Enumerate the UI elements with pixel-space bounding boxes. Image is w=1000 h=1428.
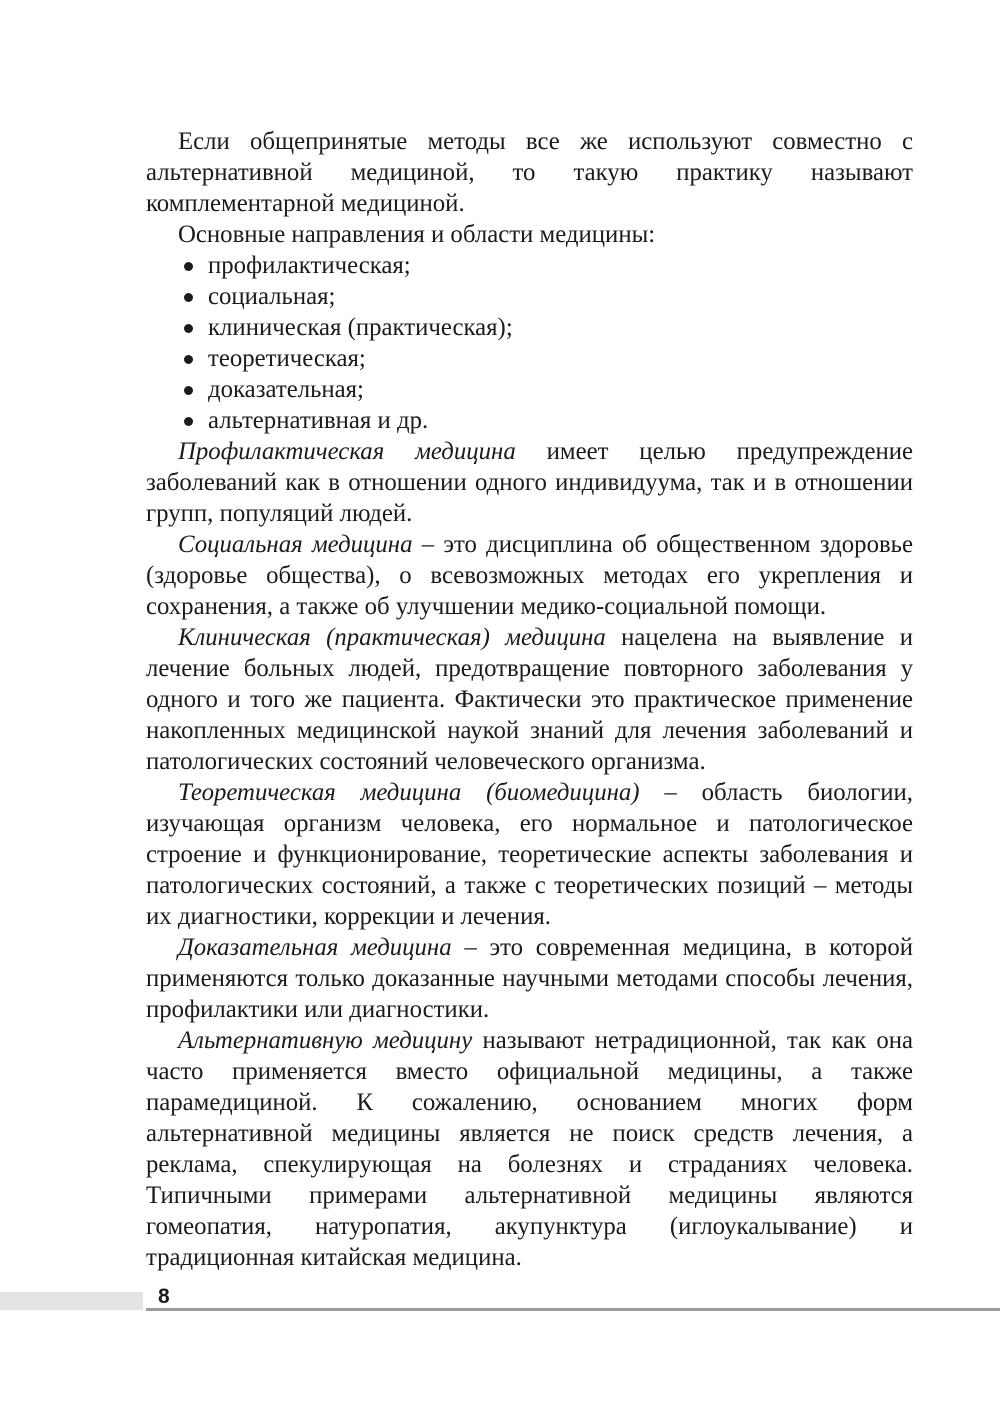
footer-bar (0, 1292, 143, 1310)
bullet-icon (184, 293, 193, 302)
bullet-icon (184, 262, 193, 271)
list-item: профилактическая; (146, 250, 913, 281)
evidence-term: Доказательная медицина (178, 934, 452, 961)
intro-paragraph: Если общепринятые методы все же используют совместно с альтернативной медициной, то такую практику называют комплементарной медициной. (146, 128, 913, 217)
social-term: Социальная медицина (178, 531, 413, 558)
evidence-paragraph: Доказательная медицина – это современная медицина, в которой применяются только доказанные научными методами способы лечения, профилактики или диагностики. (146, 934, 913, 1023)
bullet-icon (184, 355, 193, 364)
clinical-paragraph: Клиническая (практическая) медицина нацелена на выявление и лечение больных людей, предотвращение повторного заболевания у одного и того же пациента. Фактически это практическое применение накопленных медицинской наукой знаний для лечения заболеваний и патологических состояний человеческого организма. (146, 624, 913, 775)
list-item: альтернативная и др. (146, 405, 913, 436)
bullet-icon (184, 324, 193, 333)
theoretical-term: Теоретическая медицина (биомедицина) (178, 779, 640, 806)
list-item: доказательная; (146, 374, 913, 405)
social-paragraph: Социальная медицина – это дисциплина об общественном здоровье (здоровье общества), о всевозможных методах его укрепления и сохранения, а также об улучшении медико-социальной помощи. (146, 531, 913, 620)
directions-list (146, 250, 913, 436)
preventive-term: Профилактическая медицина (178, 438, 516, 465)
footer-rule (146, 1308, 1000, 1311)
theoretical-paragraph: Теоретическая медицина (биомедицина) – область биологии, изучающая организм человека, его нормальное и патологическое строение и функционирование, теоретические аспекты заболевания и патологических состояний, а также с теоретических позиций – методы их диагностики, коррекции и лечения. (146, 779, 913, 930)
list-item: социальная; (146, 281, 913, 312)
page-number: 8 (158, 1285, 170, 1308)
directions-lead: Основные направления и области медицины: (178, 221, 656, 248)
page-body (146, 126, 913, 1273)
alternative-paragraph: Альтернативную медицину называют нетрадиционной, так как она часто применяется вместо официальной медицины, а также парамедициной. К сожалению, основанием многих форм альтернативной медицины является не поиск средств лечения, а реклама, спекулирующая на болезнях и страданиях человека. Типичными примерами альтернативной медицины являются гомеопатия, натуропатия, акупунктура (иглоукалывание) и традиционная китайская медицина. (146, 1027, 914, 1271)
alternative-term: Альтернативную медицину (178, 1027, 473, 1054)
bullet-icon (184, 417, 193, 426)
preventive-paragraph: Профилактическая медицина имеет целью предупреждение заболеваний как в отношении одного индивидуума, так и в отношении групп, популяций людей. (146, 438, 913, 527)
list-item: теоретическая; (146, 343, 913, 374)
list-item: клиническая (практическая); (146, 312, 913, 343)
clinical-term: Клиническая (практическая) медицина (178, 624, 606, 651)
bullet-icon (184, 386, 193, 395)
